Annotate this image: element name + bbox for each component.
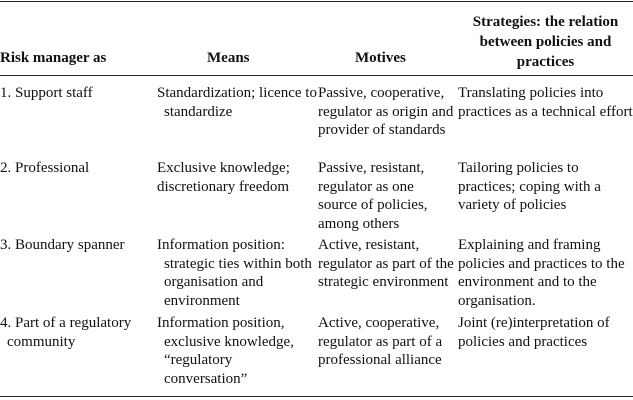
header-separator-rule (0, 75, 633, 76)
row-4-motives: Active, cooperative, regulator as part of a professional alliance (318, 315, 443, 368)
row-2-role: 2. Professional (0, 160, 90, 176)
row-2-means: Exclusive knowledge; discretionary freedom (157, 160, 290, 195)
table-top-rule (0, 1, 633, 2)
row-1-motives: Passive, cooperative, regulator as origin and provider of standards (318, 85, 454, 138)
row-2-strategies: Tailoring policies to practices; coping with a variety of policies (458, 160, 601, 213)
header-motives: Motives (355, 50, 406, 66)
header-means: Means (207, 50, 250, 66)
row-3-means: Information position: strategic ties within both organisation and environment (157, 237, 312, 309)
row-4-role: 4. Part of a regulatory community (0, 315, 132, 350)
table-bottom-rule (0, 396, 633, 397)
row-1-role: 1. Support staff (0, 85, 93, 101)
header-strategies: Strategies: the relation between policies and practices (472, 14, 619, 70)
row-3-motives: Active, resistant, regulator as part of the strategic environment (318, 237, 454, 290)
row-3-role: 3. Boundary spanner (0, 237, 125, 253)
row-4-means: Information position, exclusive knowledge, “regulatory conversation” (157, 315, 294, 387)
row-1-means: Standardization; licence to standardize (157, 85, 317, 120)
row-2-motives: Passive, resistant, regulator as one source of policies, among others (318, 160, 428, 232)
row-3-strategies: Explaining and framing policies and practices to the environment and to the organisation. (458, 237, 625, 309)
row-4-strategies: Joint (re)interpretation of policies and practices (458, 315, 610, 350)
header-risk-manager: Risk manager as (0, 50, 107, 66)
row-1-strategies: Translating policies into practices as a technical effort (458, 85, 633, 120)
